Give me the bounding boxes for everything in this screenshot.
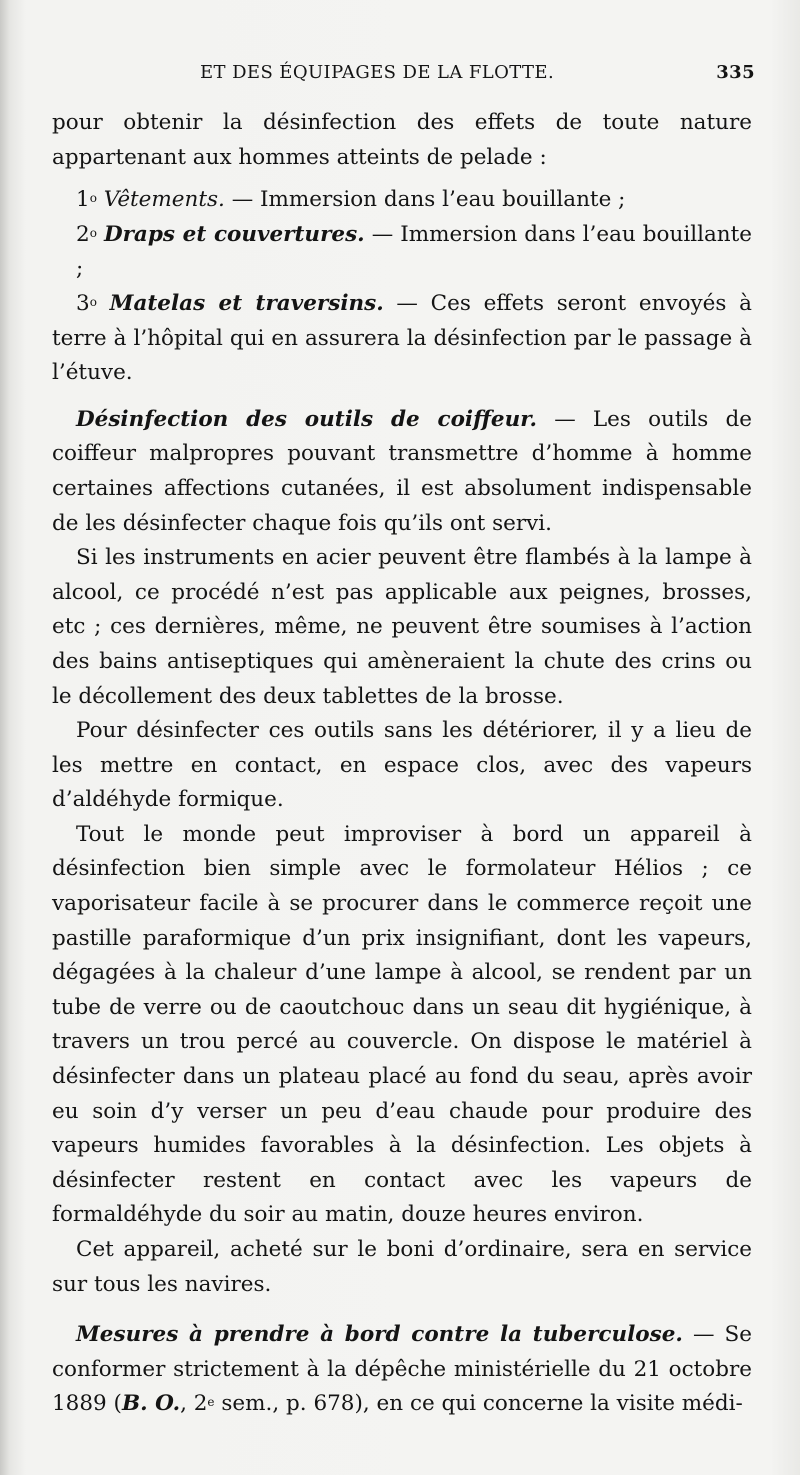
section-text: — Se conformer strictement à la dépêche ministérielle du 21 octobre 1889 ( bbox=[52, 1322, 753, 1417]
section-heading: Mesures à prendre à bord contre la tuberculose. bbox=[76, 1322, 683, 1348]
item-text: — Ces effets seront envoyés à terre à l’hôpital qui en assurera la désinfection par le passage à l’étuve. bbox=[52, 290, 752, 386]
section-heading: Désinfection des outils de coiffeur. bbox=[76, 406, 538, 432]
reference-superscript: e bbox=[207, 1395, 215, 1410]
body-paragraph: Pour désinfecter ces outils sans les détériorer, il y a lieu de les mettre en contact, en espace clos, avec des vapeurs d’aldéhyde formique. bbox=[52, 718, 752, 813]
section-paragraph bbox=[52, 403, 752, 541]
page-number: 335 bbox=[716, 62, 755, 83]
page-body bbox=[52, 106, 752, 1422]
item-label: Draps et couvertures. bbox=[103, 221, 365, 247]
reference-rest: sem., p. 678), en ce qui concerne la visite médi- bbox=[214, 1391, 743, 1417]
item-label: Matelas et traversins. bbox=[109, 290, 384, 316]
list-item: 2$^o$ Draps et couvertures. — Immersion dans l’eau bouillante ; bbox=[76, 221, 753, 282]
item-number: 3 bbox=[76, 290, 90, 316]
body-paragraph: Cet appareil, acheté sur le boni d’ordinaire, sera en service sur tous les navires. bbox=[52, 1237, 752, 1297]
list-item: 1$^o$ Vêtements. — Immersion dans l’eau bouillante ; bbox=[76, 187, 626, 213]
reference-label: B. O. bbox=[121, 1391, 181, 1417]
list-item: 3$^o$ Matelas et traversins. — Ces effets seront envoyés à terre à l’hôpital qui en assurera la désinfection par le passage à l’étuve. bbox=[52, 290, 752, 386]
body-paragraph: Tout le monde peut improviser à bord un appareil à désinfection bien simple avec le formolateur Hélios ; ce vaporisateur facile à se procurer dans le commerce reçoit une pastille paraformique d’un prix insignifiant, dont les vapeurs, dégagées à la chaleur d’une lampe à alcool, se rendent par un tube de verre ou de caoutchouc dans un seau dit hygiénique, à travers un trou percé au couvercle. On dispose le matériel à désinfecter dans un plateau placé au fond du seau, après avoir eu soin d’y verser un peu d’eau chaude pour produire des vapeurs humides favorables à la désinfection. Les objets à désinfecter restent en contact avec les vapeurs de formaldéhyde du soir au matin, douze heures environ. bbox=[52, 821, 752, 1228]
reference-text: , 2 bbox=[180, 1391, 208, 1417]
item-text: — Immersion dans l’eau bouillante ; bbox=[76, 221, 753, 282]
section-paragraph bbox=[52, 1318, 752, 1422]
running-header bbox=[200, 62, 755, 90]
intro-paragraph: pour obtenir la désinfection des effets de toute nature appartenant aux hommes atteints de pelade : bbox=[52, 110, 752, 170]
section-text: — Les outils de coiffeur malpropres pouvant transmettre d’homme à homme certaines affections cutanées, il est absolument indispensable de les désinfecter chaque fois qu’ils ont servi. bbox=[52, 406, 752, 536]
item-label: Vêtements. bbox=[103, 187, 225, 213]
item-number: 2 bbox=[76, 221, 90, 247]
body-paragraph: Si les instruments en acier peuvent être flambés à la lampe à alcool, ce procédé n’est pas applicable aux peignes, brosses, etc ; ces dernières, même, ne peuvent être soumises à l’action des bains antiseptiques qui amèneraient la chute des crins ou le décollement des deux tablettes de la brosse. bbox=[52, 545, 752, 709]
running-title: ET DES ÉQUIPAGES DE LA FLOTTE. bbox=[200, 62, 555, 83]
item-text: — Immersion dans l’eau bouillante ; bbox=[224, 187, 626, 213]
item-number: 1 bbox=[76, 187, 90, 213]
